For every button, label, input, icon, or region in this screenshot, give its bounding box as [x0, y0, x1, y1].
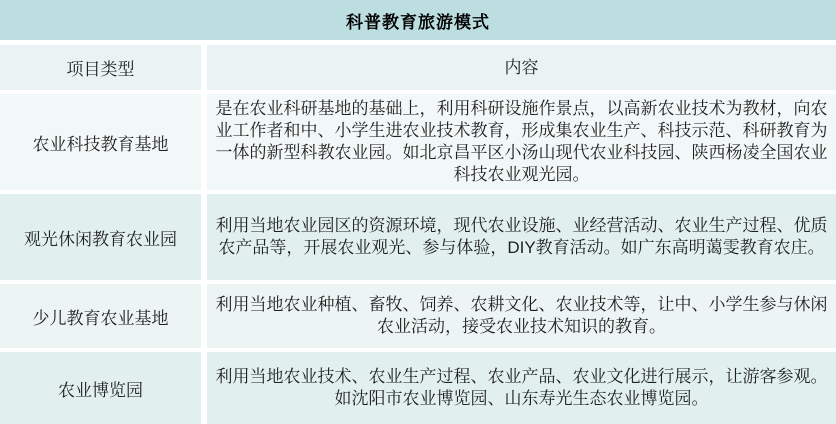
row-label-agri-expo-park: 农业博览园 — [0, 352, 201, 424]
row-content-sightseeing-leisure-education-farm: 利用当地农业园区的资源环境，现代农业设施、业经营活动、农业生产过程、优质农产品等，开展农业观光、参与体验，DIY教育活动。如广东高明蔼雯教育农庄。 — [207, 194, 836, 280]
table-title: 科普教育旅游模式 — [0, 0, 836, 40]
row-content-agri-expo-park: 利用当地农业技术、农业生产过程、农业产品、农业文化进行展示，让游客参观。如沈阳市农业博览园、山东寿光生态农业博览园。 — [207, 352, 836, 424]
column-header-project-type: 项目类型 — [0, 45, 201, 90]
table-row — [0, 284, 836, 348]
row-label-children-education-agri-base: 少儿教育农业基地 — [0, 284, 201, 348]
column-header-content: 内容 — [207, 45, 836, 90]
table-row — [0, 94, 836, 190]
row-content-agri-science-education-base: 是在农业科研基地的基础上，利用科研设施作景点，以高新农业技术为教材，向农业工作者和中、小学生进农业技术教育，形成集农业生产、科技示范、科研教育为一体的新型科教农业园。如北京昌平区小汤山现代农业科技园、陕西杨凌全国农业科技农业观光园。 — [207, 94, 836, 190]
table-header-row — [0, 45, 836, 90]
row-label-agri-science-education-base: 农业科技教育基地 — [0, 94, 201, 190]
row-label-sightseeing-leisure-education-farm: 观光休闲教育农业园 — [0, 194, 201, 280]
table-row — [0, 194, 836, 280]
table-row — [0, 352, 836, 424]
row-content-children-education-agri-base: 利用当地农业种植、畜牧、饲养、农耕文化、农业技术等，让中、小学生参与休闲农业活动，接受农业技术知识的教育。 — [207, 284, 836, 348]
